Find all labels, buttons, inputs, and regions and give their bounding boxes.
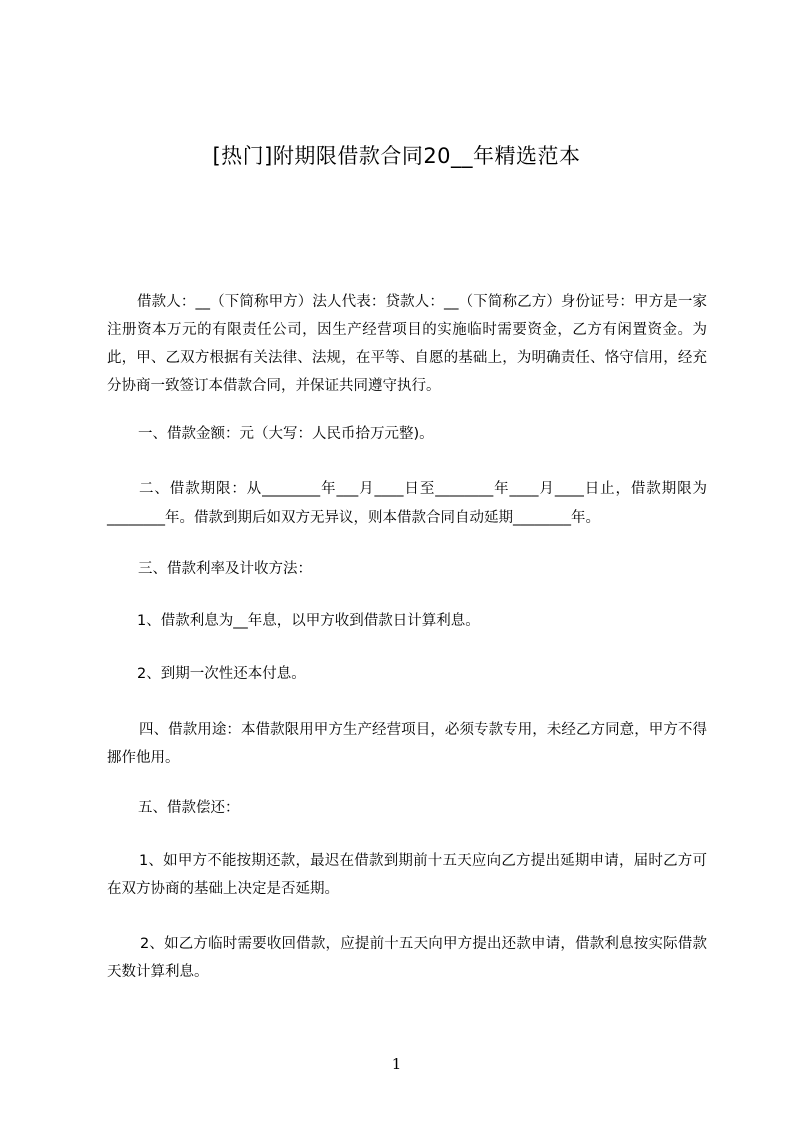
loan-usage-paragraph: 四、借款用途：本借款限用甲方生产经营项目，必须专款专用，未经乙方同意，甲方不得挪作他用。: [107, 722, 707, 766]
interest-rate-heading: 三、借款利率及计收方法：: [138, 561, 312, 577]
interest-rate-item-2: 2、到期一次性还本付息。: [137, 666, 306, 682]
interest-rate-item-1: 1、借款利息为__年息，以甲方收到借款日计算利息。: [137, 613, 480, 629]
page-title: [热门]附期限借款合同20__年精选范本: [212, 144, 581, 168]
intro-paragraph: 借款人：__（下简称甲方）法人代表：贷款人：__（下简称乙方）身份证号：甲方是一家注册资本万元的有限责任公司，因生产经营项目的实施临时需要资金，乙方有闲置资金。为此，甲、乙双方根据有关法律、法规，在平等、自愿的基础上，为明确责任、恪守信用，经充分协商一致签订本借款合同，并保证共同遵守执行。: [107, 294, 707, 394]
repayment-item-1: 1、如甲方不能按期还款，最迟在借款到期前十五天应向乙方提出延期申请，届时乙方可在双方协商的基础上决定是否延期。: [107, 853, 707, 897]
loan-term-paragraph: 二、借款期限：从________年___月____日至________年____月____日止，借款期限为________年。借款到期后如双方无异议，则本借款合同自动延期________年。: [107, 481, 707, 526]
repayment-item-2: 2、如乙方临时需要收回借款，应提前十五天向甲方提出还款申请，借款利息按实际借款天数计算利息。: [107, 936, 707, 980]
loan-amount-paragraph: 一、借款金额：元（大写：人民币拾万元整)。: [138, 426, 434, 442]
page-number: 1: [391, 1055, 402, 1073]
repayment-heading: 五、借款偿还：: [138, 800, 240, 816]
